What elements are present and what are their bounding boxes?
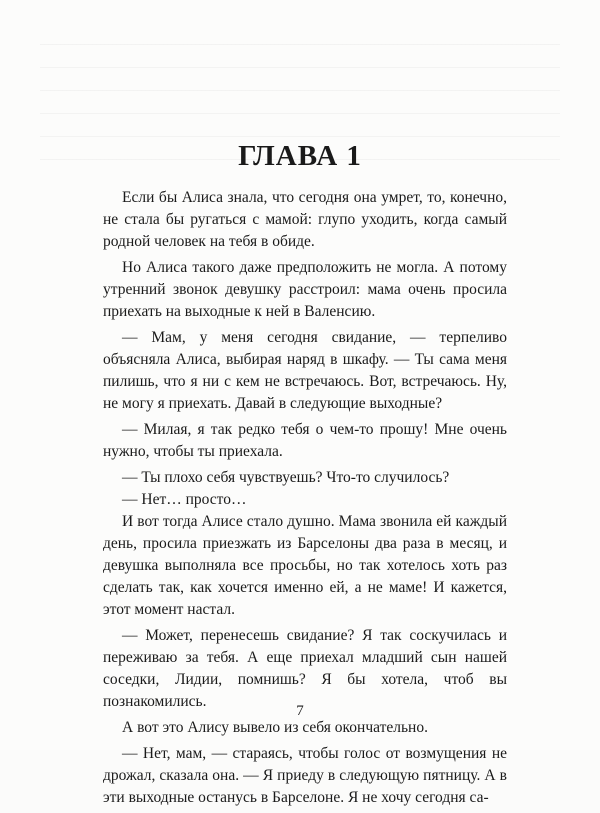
paragraph-9: А вот это Алису вывело из себя окончательно. [122,719,428,736]
paragraph-5: — Ты плохо себя чувствуешь? Что-то случилось? [122,469,450,486]
paragraph-7: И вот тогда Алисе стало душно. Мама звонила ей каждый день, просила приезжать из Барселоны два раза в месяц, и девушка выполняла все просьбы, но так хотелось хоть раз сделать так, как хочется именно ей, а не маме! И кажется, этот момент настал. [103,513,507,618]
paragraph-10: — Нет, мам, — стараясь, чтобы голос от возмущения не дрожал, сказала она. — Я приеду в следующую пятницу. А в эти выходные останусь в Барселоне. Я не хочу сегодня са- [103,745,507,806]
paragraph-6: — Нет… просто… [122,491,247,508]
paragraph-4: — Милая, я так редко тебя о чем-то прошу! Мне очень нужно, чтобы ты приехала. [103,421,507,460]
paragraph-3: — Мам, у меня сегодня свидание, — терпеливо объясняла Алиса, выбирая наряд в шкафу. — Ты сама меня пилишь, что я ни с кем не встречаюсь. Вот, встречаюсь. Ну, не могу я приехать. Давай в следующие выходные? [103,329,507,412]
paragraph-2: Но Алиса такого даже предположить не могла. А потому утренний звонок девушку расстроил: мама очень просила приехать на выходные к ней в Валенсию. [103,259,507,320]
chapter-title: ГЛАВА 1 [238,140,362,172]
page-number: 7 [296,703,304,719]
paragraph-1: Если бы Алиса знала, что сегодня она умрет, то, конечно, не стала бы ругаться с мамой: глупо уходить, когда самый родной человек на тебя в обиде. [103,189,507,250]
paragraph-8: — Может, перенесешь свидание? Я так соскучилась и переживаю за тебя. А еще приехал младший сын нашей соседки, Лидии, помнишь? Я бы хотела, чтоб вы познакомились. [103,627,507,710]
